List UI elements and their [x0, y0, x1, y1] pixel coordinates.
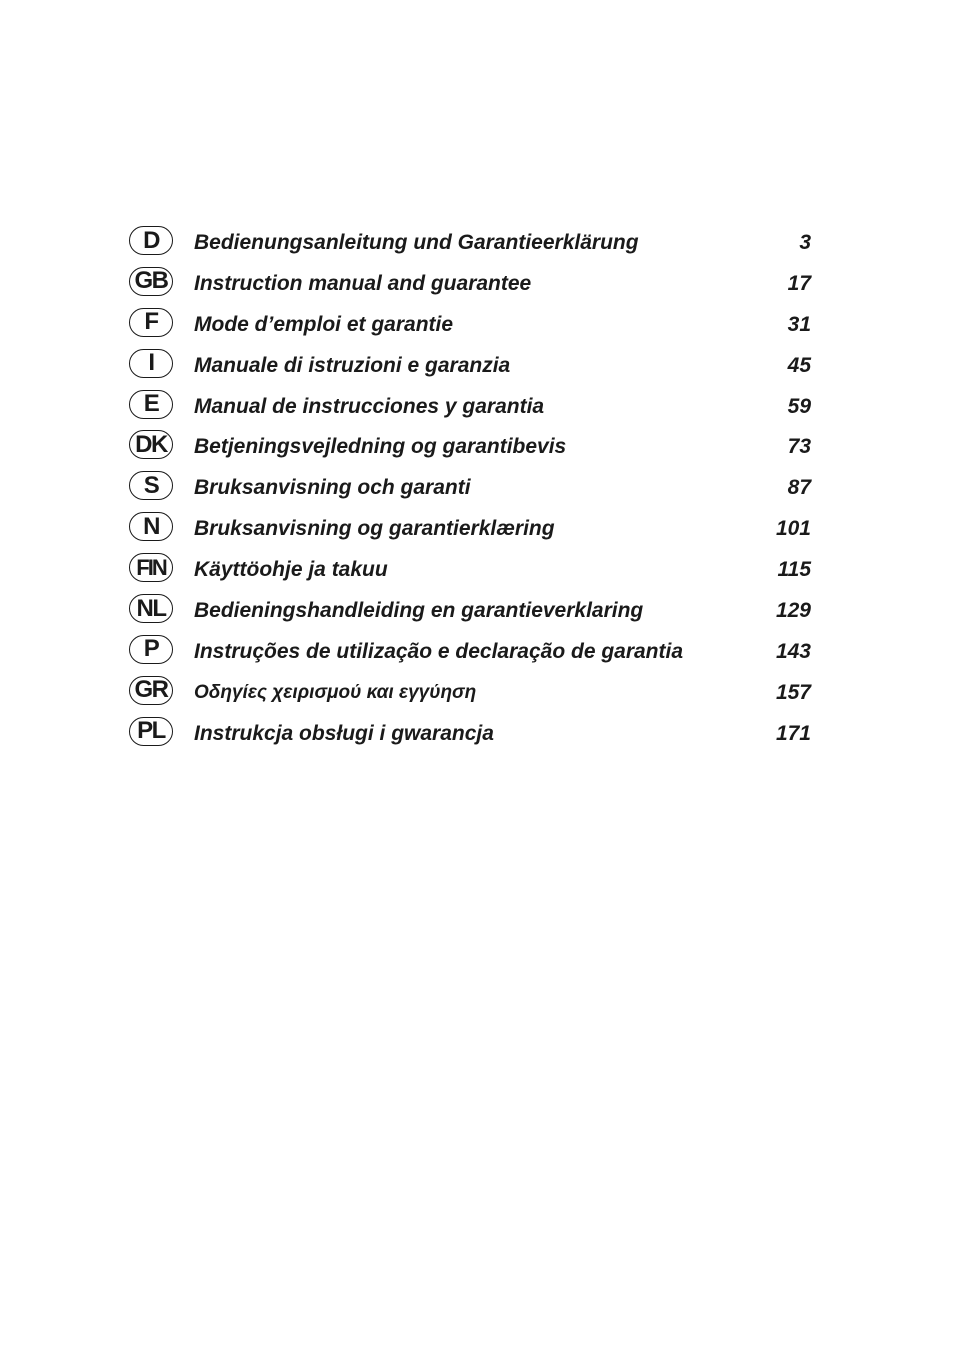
toc-entry-page: 129 — [775, 599, 811, 623]
language-badge: GR — [129, 676, 173, 705]
language-badge: FIN — [129, 553, 173, 582]
toc-entry-title: Mode d’emploi et garantie — [194, 312, 454, 336]
language-badge: F — [129, 308, 173, 337]
language-badge: S — [129, 471, 173, 500]
toc-row-pl[interactable] — [129, 714, 811, 755]
toc-row-nl[interactable] — [129, 591, 811, 632]
toc-entry-title: Instrukcja obsługi i gwarancja — [194, 721, 494, 745]
table-of-contents — [129, 223, 811, 755]
language-badge: I — [129, 349, 173, 378]
toc-entry-title: Instruções de utilização e declaração de garantia — [194, 639, 684, 663]
toc-entry-title: Bedieningshandleiding en garantieverklaring — [194, 599, 644, 623]
toc-entry-title: Instruction manual and guarantee — [194, 271, 532, 295]
toc-entry-page: 31 — [787, 312, 811, 336]
toc-row-e[interactable] — [129, 387, 811, 428]
toc-entry-title: Bruksanvisning och garanti — [194, 476, 471, 500]
toc-row-gb[interactable] — [129, 264, 811, 305]
toc-row-gr[interactable] — [129, 673, 811, 714]
toc-entry-page: 157 — [775, 680, 811, 704]
toc-row-dk[interactable] — [129, 427, 811, 468]
toc-entry-page: 17 — [787, 271, 811, 295]
toc-entry-page: 115 — [777, 558, 811, 582]
toc-row-i[interactable] — [129, 346, 811, 387]
toc-row-f[interactable] — [129, 305, 811, 346]
toc-row-fin[interactable] — [129, 550, 811, 591]
toc-entry-title: Betjeningsvejledning og garantibevis — [194, 435, 567, 459]
language-badge: GB — [129, 267, 173, 296]
language-badge: P — [129, 635, 173, 664]
language-badge: PL — [129, 717, 173, 746]
toc-row-p[interactable] — [129, 632, 811, 673]
toc-row-d[interactable] — [129, 223, 811, 264]
language-badge: E — [129, 390, 173, 419]
toc-entry-title: Manuale di istruzioni e garanzia — [194, 353, 511, 377]
toc-entry-title: Bedienungsanleitung und Garantieerklärung — [194, 231, 639, 254]
toc-entry-page: 73 — [787, 435, 811, 459]
toc-entry-page: 45 — [787, 353, 811, 377]
toc-entry-title: Bruksanvisning og garantierklæring — [194, 517, 555, 541]
toc-row-s[interactable] — [129, 468, 811, 509]
toc-entry-page: 59 — [787, 394, 811, 418]
toc-entry-title: Käyttöohje ja takuu — [194, 558, 388, 582]
toc-entry-title: Οδηγίες χειρισμού και εγγύηση — [194, 681, 477, 703]
language-badge: D — [129, 226, 173, 255]
toc-row-n[interactable] — [129, 509, 811, 550]
toc-entry-title: Manual de instrucciones y garantia — [194, 394, 545, 418]
language-badge: NL — [129, 594, 173, 623]
toc-entry-page: 87 — [787, 476, 811, 500]
toc-entry-page: 143 — [775, 639, 811, 663]
toc-entry-page: 101 — [775, 517, 811, 541]
language-badge: N — [129, 512, 173, 541]
toc-entry-page: 171 — [775, 721, 811, 745]
toc-entry-page: 3 — [799, 231, 811, 254]
language-badge: DK — [129, 430, 173, 459]
